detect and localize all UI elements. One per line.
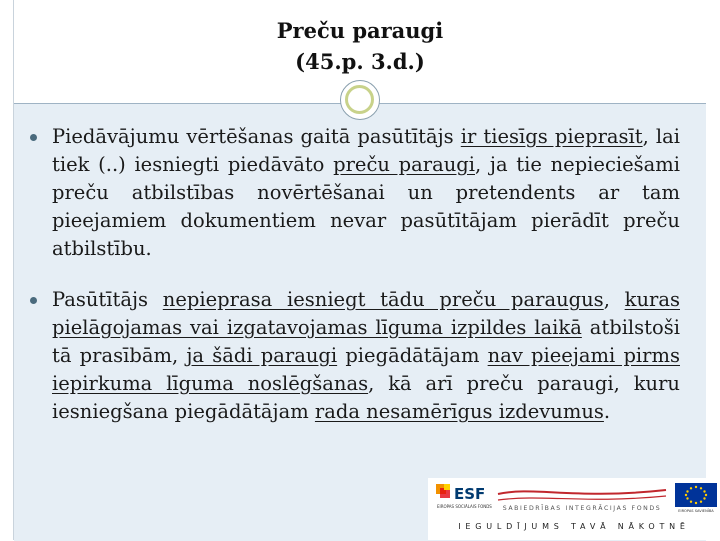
bullet-icon	[30, 297, 37, 304]
sif-logo-icon	[494, 486, 670, 514]
underlined-text: rada nesamērīgus izdevumus	[314, 400, 604, 423]
bullet-item-2	[30, 286, 680, 426]
ornament-ring	[345, 85, 374, 114]
slide-subtitle: (45.p. 3.d.)	[295, 49, 425, 74]
text-segment: , kā arī preču paraugi, kuru iesniegšana piegādātājam	[52, 372, 680, 423]
underlined-text: ja šādi paraugi	[186, 344, 338, 367]
esf-sub-label: EIROPAS SOCIĀLAIS FONDS	[437, 504, 492, 509]
text-segment: Pasūtītājs	[52, 288, 163, 311]
underlined-text: preču paraugi	[333, 153, 475, 176]
text-segment: atbilstoši tā prasībām,	[52, 316, 680, 367]
underlined-text: kuras pielāgojamas vai izgatavojamas līguma izpildes laikā	[52, 288, 680, 339]
bullet-text	[52, 123, 680, 263]
bullet-icon	[30, 134, 37, 141]
bullet-item-1	[30, 123, 680, 263]
esf-label: ESF	[454, 485, 486, 503]
footer-logos	[428, 478, 720, 540]
eu-flag-icon	[673, 482, 719, 514]
text-segment: Piedāvājumu vērtēšanas gaitā pasūtītājs	[52, 125, 461, 148]
underlined-text: ir tiesīgs pieprasīt	[460, 125, 643, 148]
text-segment: , lai tiek (..) iesniegti piedāvāto	[52, 125, 681, 176]
circle-ornament-icon	[340, 80, 380, 120]
esf-logo-icon	[436, 482, 492, 514]
underlined-text: nepieprasa iesniegt tādu preču paraugus	[162, 288, 604, 311]
text-segment: ,	[603, 288, 625, 311]
eu-label: EIROPAS SAVIENĪBA	[678, 509, 714, 513]
underlined-text: nav pieejami pirms iepirkuma līguma noslēgšanas	[52, 344, 680, 395]
footer-tagline: IEGULDĪJUMS TAVĀ NĀKOTNĒ	[458, 522, 690, 531]
text-segment: , ja tie nepieciešami preču atbilstības novērtēšanai un pretendents ar tam pieejamiem dokumentiem nevar pasūtītājam pierādīt preču atbilstību.	[52, 153, 681, 260]
sif-label: SABIEDRĪBAS INTEGRĀCIJAS FONDS	[502, 505, 662, 512]
slide-title: Preču paraugi	[276, 18, 444, 43]
text-segment: .	[603, 400, 611, 423]
bullet-text	[52, 286, 680, 426]
text-segment: piegādātājam	[337, 344, 488, 367]
